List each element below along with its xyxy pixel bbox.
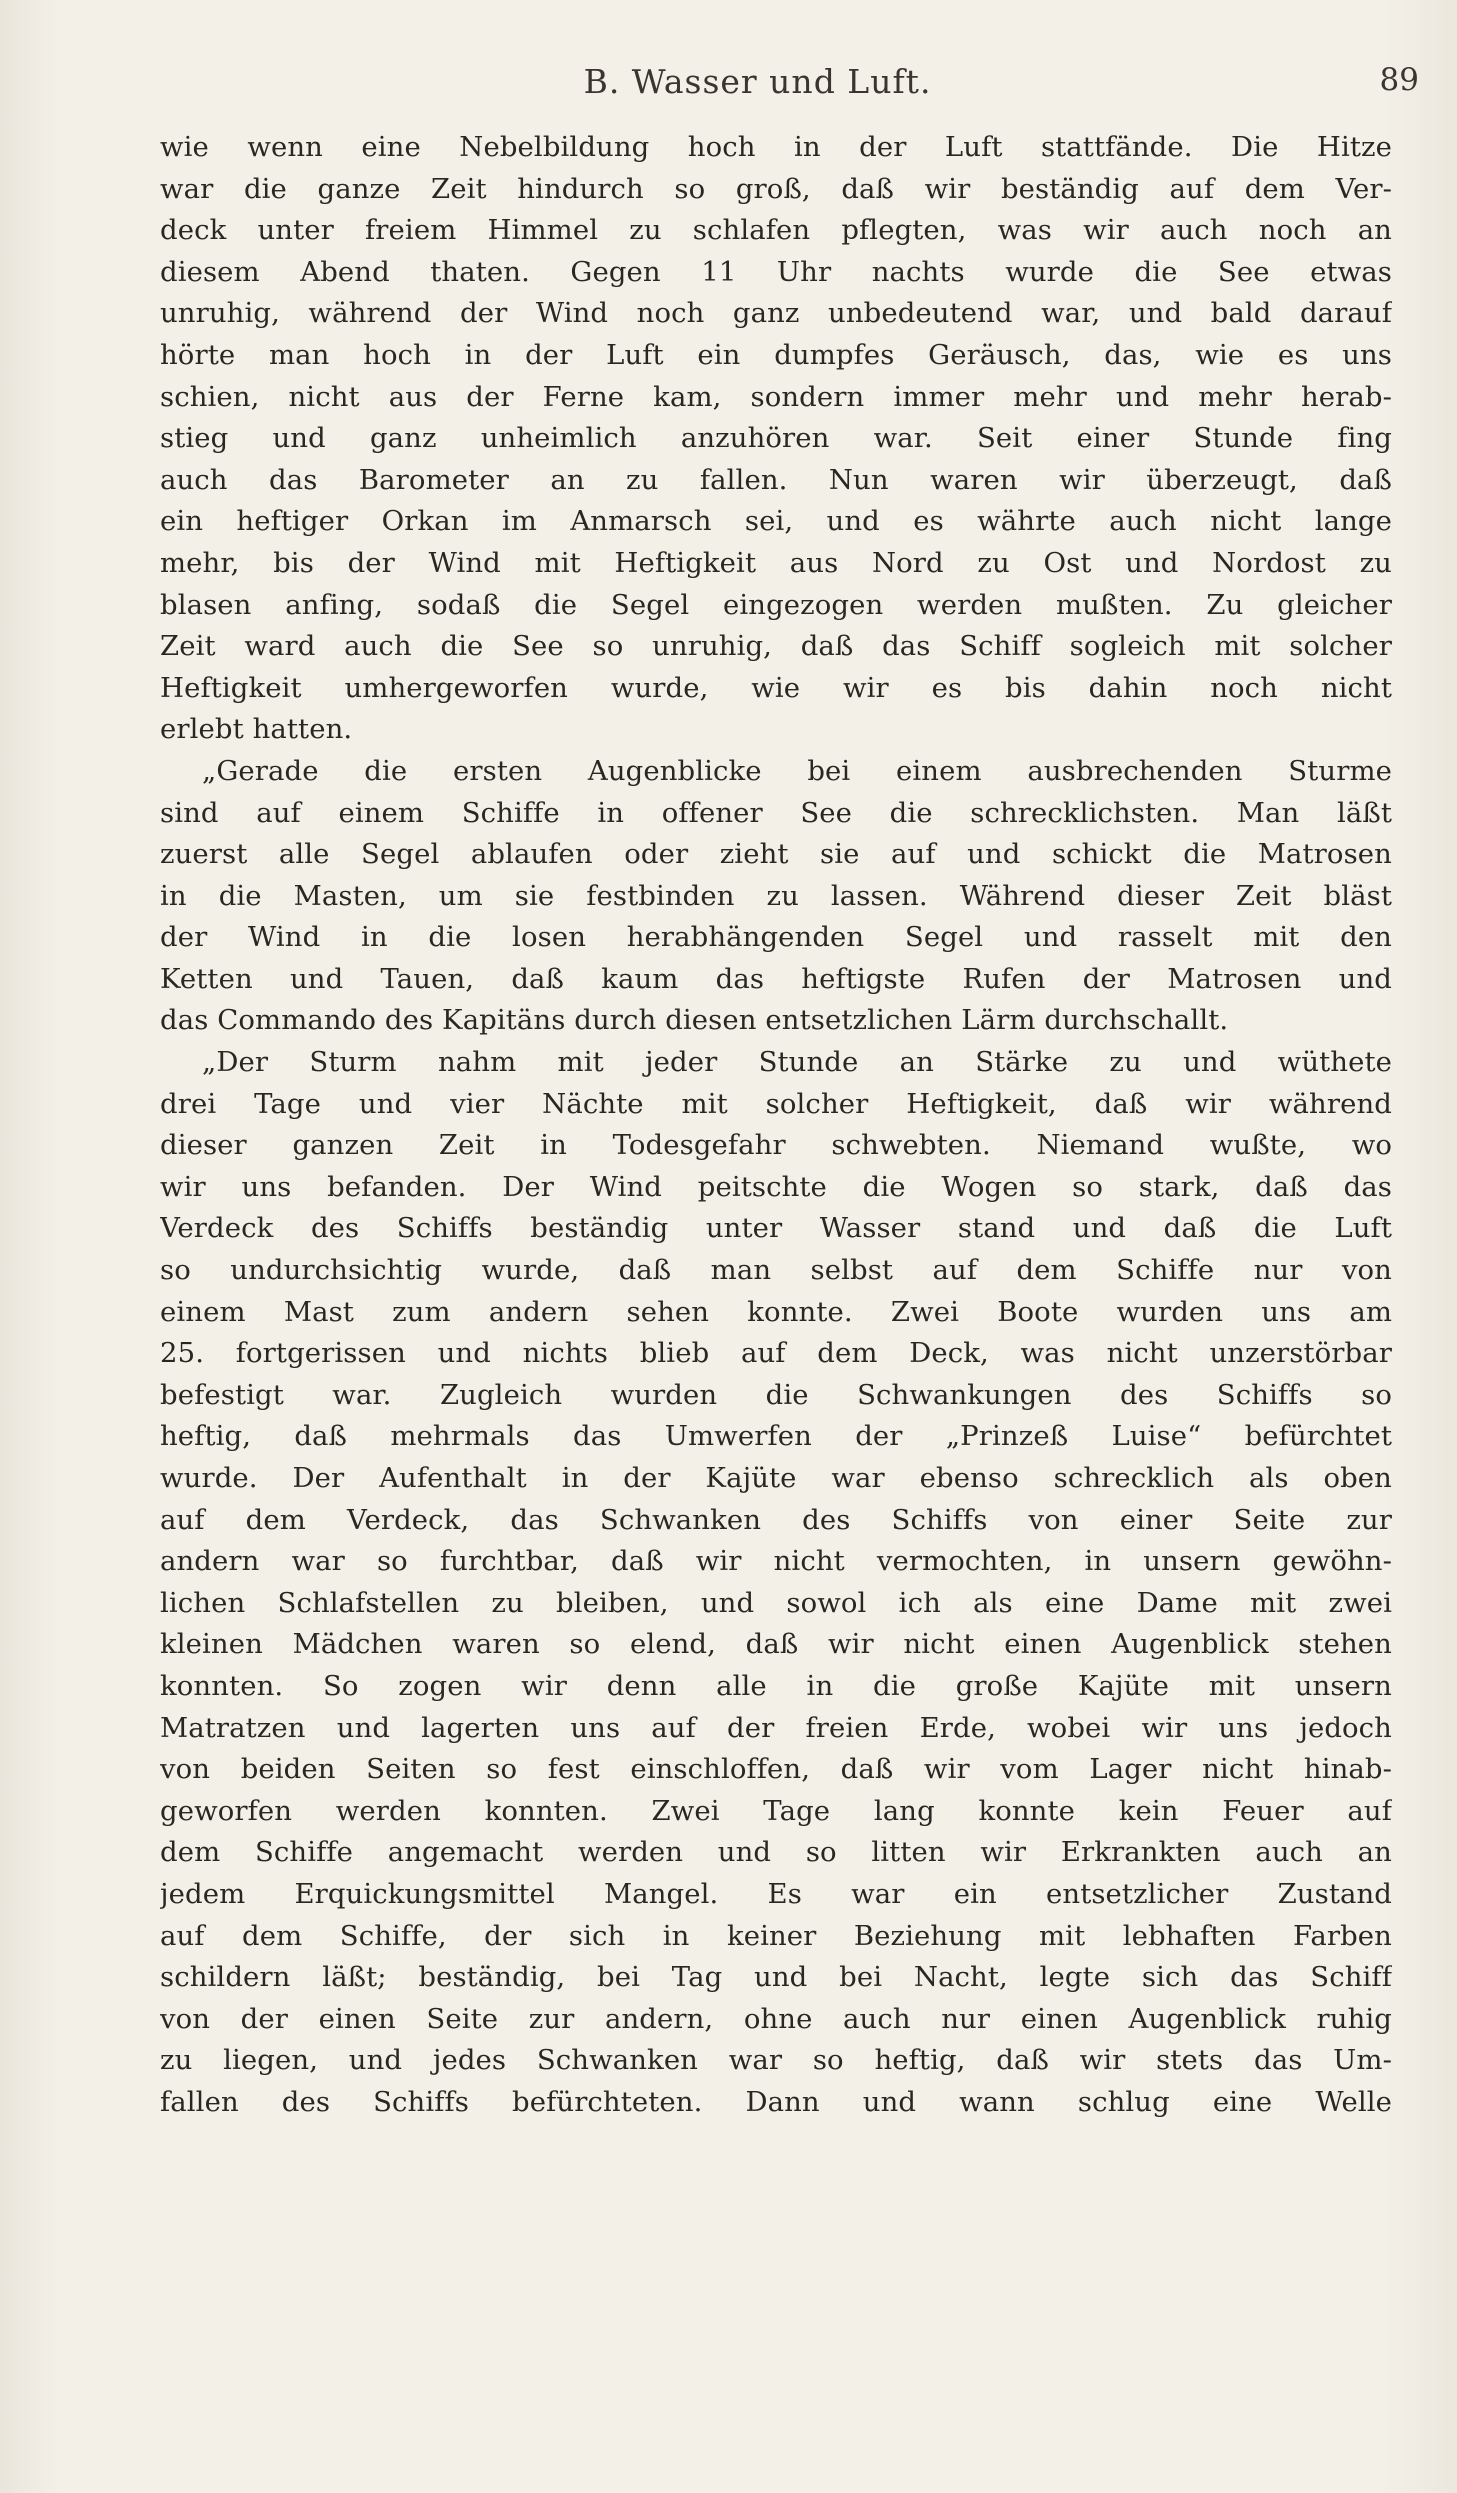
text-line: „Der Sturm nahm mit jeder Stunde an Stärke zu und wüthete	[202, 1046, 1392, 1079]
text-line: wie wenn eine Nebelbildung hoch in der Luft stattfände. Die Hitze	[160, 131, 1392, 163]
text-line: heftig, daß mehrmals das Umwerfen der „Prinzeß Luise“ befürchtet	[160, 1420, 1392, 1453]
text-line: der Wind in die losen herabhängenden Segel und rasselt mit den	[160, 921, 1392, 954]
running-head	[60, 62, 1455, 102]
text-line: dem Schiffe angemacht werden und so litten wir Erkrankten auch an	[160, 1836, 1392, 1869]
text-line: erlebt hatten.	[160, 713, 353, 746]
text-line: wurde. Der Aufenthalt in der Kajüte war ebenso schrecklich als oben	[160, 1462, 1392, 1494]
text-line: war die ganze Zeit hindurch so groß, daß wir beständig auf dem Ver-	[160, 172, 1392, 205]
text-line: unruhig, während der Wind noch ganz unbedeutend war, und bald darauf	[160, 297, 1392, 330]
text-line: stieg und ganz unheimlich anzuhören war. Seit einer Stunde fing	[160, 422, 1392, 455]
text-line: Matratzen und lagerten uns auf der freien Erde, wobei wir uns jedoch	[160, 1711, 1392, 1744]
text-line: andern war so furchtbar, daß wir nicht vermochten, in unsern gewöhn-	[160, 1545, 1392, 1578]
text-line: deck unter freiem Himmel zu schlafen pflegten, was wir auch noch an	[160, 214, 1392, 247]
running-title: B. Wasser und Luft.	[583, 62, 932, 101]
text-line: Heftigkeit umhergeworfen wurde, wie wir es bis dahin noch nicht	[160, 671, 1392, 704]
text-line: konnten. So zogen wir denn alle in die große Kajüte mit unsern	[160, 1669, 1392, 1702]
text-line: diesem Abend thaten. Gegen 11 Uhr nachts wurde die See etwas	[160, 255, 1392, 288]
text-line: Zeit ward auch die See so unruhig, daß das Schiff sogleich mit solcher	[160, 630, 1392, 663]
text-line: auf dem Schiffe, der sich in keiner Beziehung mit lebhaften Farben	[160, 1919, 1392, 1952]
text-line: auch das Barometer an zu fallen. Nun waren wir überzeugt, daß	[160, 463, 1392, 496]
text-line: hörte man hoch in der Luft ein dumpfes Geräusch, das, wie es uns	[160, 338, 1392, 371]
body-text	[160, 127, 1392, 2124]
text-line: zuerst alle Segel ablaufen oder zieht sie auf und schickt die Matrosen	[160, 838, 1392, 871]
text-line: drei Tage und vier Nächte mit solcher Heftigkeit, daß wir während	[160, 1087, 1392, 1120]
text-line: schildern läßt; beständig, bei Tag und bei Nacht, legte sich das Schiff	[160, 1961, 1392, 1994]
text-line: auf dem Verdeck, das Schwanken des Schiffs von einer Seite zur	[160, 1503, 1392, 1536]
text-line: geworfen werden konnten. Zwei Tage lang konnte kein Feuer auf	[160, 1794, 1392, 1827]
text-line: Ketten und Tauen, daß kaum das heftigste Rufen der Matrosen und	[160, 962, 1392, 995]
text-line: mehr, bis der Wind mit Heftigkeit aus Nord zu Ost und Nordost zu	[160, 546, 1392, 579]
text-line: blasen anfing, sodaß die Segel eingezogen werden mußten. Zu gleicher	[160, 588, 1392, 621]
text-line: zu liegen, und jedes Schwanken war so heftig, daß wir stets das Um-	[160, 2044, 1392, 2077]
text-line: dieser ganzen Zeit in Todesgefahr schwebten. Niemand wußte, wo	[160, 1129, 1392, 1162]
text-line: von beiden Seiten so fest einschloffen, daß wir vom Lager nicht hinab-	[160, 1753, 1392, 1786]
text-line: jedem Erquickungsmittel Mangel. Es war ein entsetzlicher Zustand	[160, 1877, 1392, 1910]
text-line: in die Masten, um sie festbinden zu lassen. Während dieser Zeit bläst	[160, 879, 1392, 912]
text-line: befestigt war. Zugleich wurden die Schwankungen des Schiffs so	[160, 1378, 1392, 1411]
text-line: von der einen Seite zur andern, ohne auch nur einen Augenblick ruhig	[160, 2002, 1392, 2035]
text-line: das Commando des Kapitäns durch diesen entsetzlichen Lärm durchschallt.	[160, 1004, 1229, 1037]
text-line: fallen des Schiffs befürchteten. Dann und wann schlug eine Welle	[160, 2085, 1392, 2118]
text-line: „Gerade die ersten Augenblicke bei einem ausbrechenden Sturme	[202, 754, 1392, 787]
text-line: lichen Schlafstellen zu bleiben, und sowol ich als eine Dame mit zwei	[160, 1586, 1392, 1619]
page-number: 89	[1379, 62, 1419, 98]
text-line: 25. fortgerissen und nichts blieb auf dem Deck, was nicht unzerstörbar	[160, 1337, 1392, 1370]
text-line: ein heftiger Orkan im Anmarsch sei, und es währte auch nicht lange	[160, 505, 1392, 538]
text-line: sind auf einem Schiffe in offener See die schrecklichsten. Man läßt	[160, 796, 1392, 829]
text-line: Verdeck des Schiffs beständig unter Wasser stand und daß die Luft	[160, 1212, 1392, 1245]
text-line: wir uns befanden. Der Wind peitschte die Wogen so stark, daß das	[160, 1170, 1392, 1203]
text-line: schien, nicht aus der Ferne kam, sondern immer mehr und mehr herab-	[160, 380, 1392, 413]
text-line: so undurchsichtig wurde, daß man selbst auf dem Schiffe nur von	[160, 1254, 1392, 1287]
text-line: einem Mast zum andern sehen konnte. Zwei Boote wurden uns am	[160, 1295, 1392, 1328]
text-line: kleinen Mädchen waren so elend, daß wir nicht einen Augenblick stehen	[160, 1628, 1392, 1661]
